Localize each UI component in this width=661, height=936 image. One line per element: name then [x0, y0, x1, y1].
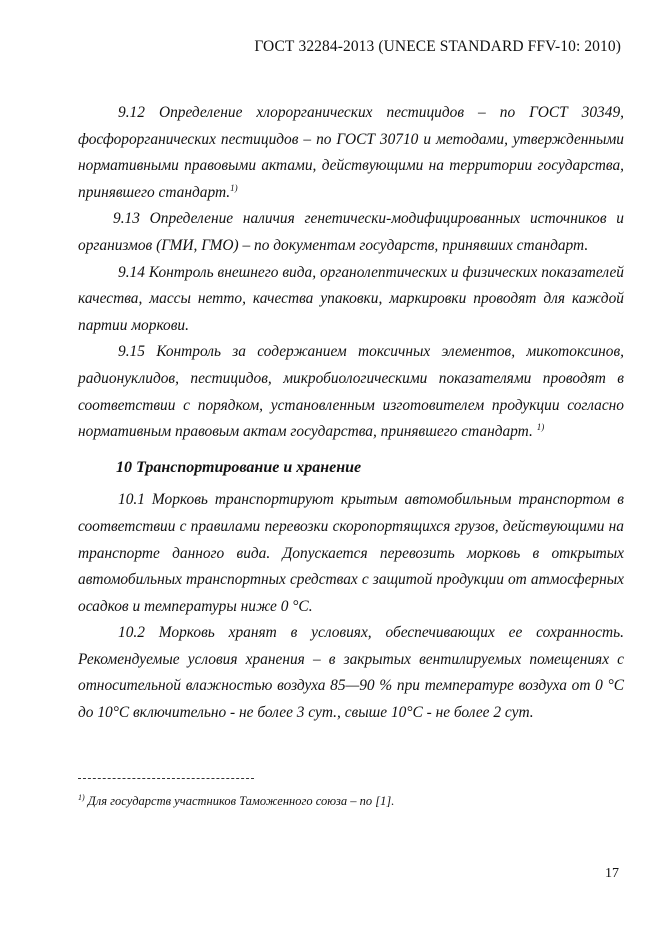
- footnote-divider: [78, 778, 254, 779]
- footnote-ref[interactable]: 1): [230, 182, 238, 193]
- page-header: ГОСТ 32284-2013 (UNECE STANDARD FFV-10: 2010): [254, 38, 621, 55]
- paragraph-10-2: 10.2 Морковь хранят в условиях, обеспечивающих ее сохранность. Рекомендуемые условия хранения – в закрытых вентилируемых помещениях с относительной влажностью воздуха 85—90 % при температуре воздуха от 0 °С до 10°С включительно - не более 3 сут., свыше 10°С - не более 2 сут.: [78, 624, 624, 722]
- paragraph-9-14: 9.14 Контроль внешнего вида, органолептических и физических показателей качества, массы нетто, качества упаковки, маркировки проводят для каждой партии моркови.: [78, 263, 624, 334]
- paragraph-9-15: 9.15 Контроль за содержанием токсичных элементов, микотоксинов, радионуклидов, пестицидов, микробиологическими показателями проводят в соответствии с порядком, установленным изготовителем продукции согласно нормативным правовым актам государства, принявшего стандарт. $^{1)}$: [78, 343, 624, 441]
- footnote: [78, 794, 394, 809]
- footnote-mark: 1): [78, 793, 85, 802]
- paragraph-9-13: 9.13 Определение наличия генетически-модифицированных источников и организмов (ГМИ, ГМО) – по документам государств, принявших стандарт.: [78, 210, 624, 254]
- paragraph-9-12: 9.12 Определение хлорорганических пестицидов – по ГОСТ 30349, фосфорорганических пестицидов – по ГОСТ 30710 и методами, утвержденными нормативными правовыми актами, действующими на территории государства, принявшего стандарт.$^{1)}$: [78, 104, 624, 201]
- page-body: [78, 100, 624, 727]
- footnote-text: Для государств участников Таможенного союза – по [1].: [87, 794, 395, 808]
- footnote-ref[interactable]: 1): [536, 422, 545, 433]
- paragraph-10-1: 10.1 Морковь транспортируют крытым автомобильным транспортом в соответствии с правилами перевозки скоропортящихся грузов, действующими на транспорте данного вида. Допускается перевозить морковь в открытых автомобильных транспортных средствах с защитой продукции от атмосферных осадков и температуры ниже 0 °С.: [78, 491, 624, 615]
- page-number: 17: [605, 866, 619, 881]
- section-heading: 10 Транспортирование и хранение: [116, 458, 362, 476]
